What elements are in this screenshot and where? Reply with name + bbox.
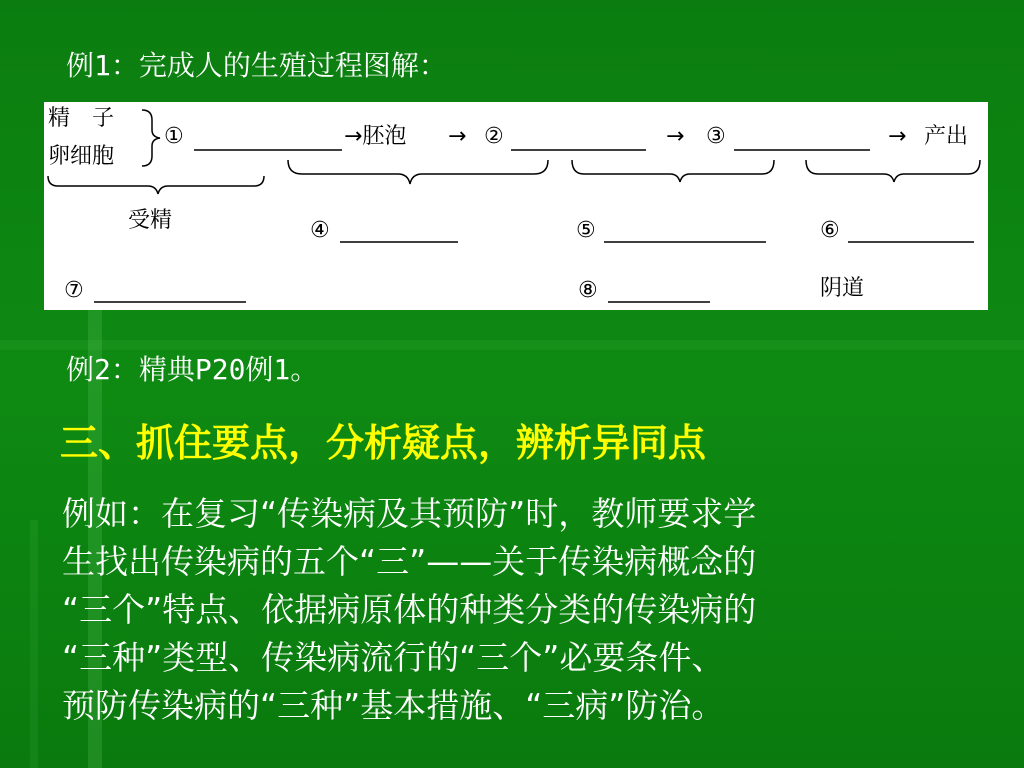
- blank-6-marker: ⑥: [820, 218, 840, 243]
- paragraph-line: 预防传染病的“三种”基本措施、“三病”防治。: [62, 686, 725, 725]
- background-stripe: [30, 520, 38, 768]
- example2-text: 例2：精典P20例1。: [66, 353, 319, 386]
- blank-3-marker: ③: [706, 124, 726, 149]
- arrow-2: →: [448, 124, 467, 149]
- sperm-label: 精 子: [48, 106, 115, 131]
- vagina-label: 阴道: [820, 276, 865, 301]
- fertilization-label: 受精: [128, 208, 173, 233]
- paragraph-line: 例如：在复习“传染病及其预防”时，教师要求学: [62, 494, 757, 533]
- arrow-4: →: [888, 124, 907, 149]
- reproduction-diagram: [44, 102, 988, 310]
- example1-title: 例1：完成人的生殖过程图解：: [66, 49, 447, 82]
- blank-5-marker: ⑤: [576, 218, 596, 243]
- blank-2-marker: ②: [484, 124, 504, 149]
- arrow-3: →: [666, 124, 685, 149]
- paragraph-line: “三种”类型、传染病流行的“三个”必要条件、: [62, 638, 725, 677]
- embryo-label: →胚泡: [344, 124, 407, 149]
- blank-4-marker: ④: [310, 218, 330, 243]
- section-heading: 三、抓住要点，分析疑点，辨析异同点: [60, 421, 707, 465]
- paragraph-line: “三个”特点、依据病原体的种类分类的传染病的: [62, 590, 757, 629]
- paragraph-line: 生找出传染病的五个“三”——关于传染病概念的: [62, 542, 757, 581]
- blank-8-marker: ⑧: [578, 278, 598, 303]
- output-label: 产出: [924, 124, 969, 149]
- blank-7-marker: ⑦: [64, 278, 84, 303]
- example-paragraph: [62, 490, 962, 730]
- egg-label: 卵细胞: [48, 144, 115, 169]
- blank-1-marker: ①: [164, 124, 184, 149]
